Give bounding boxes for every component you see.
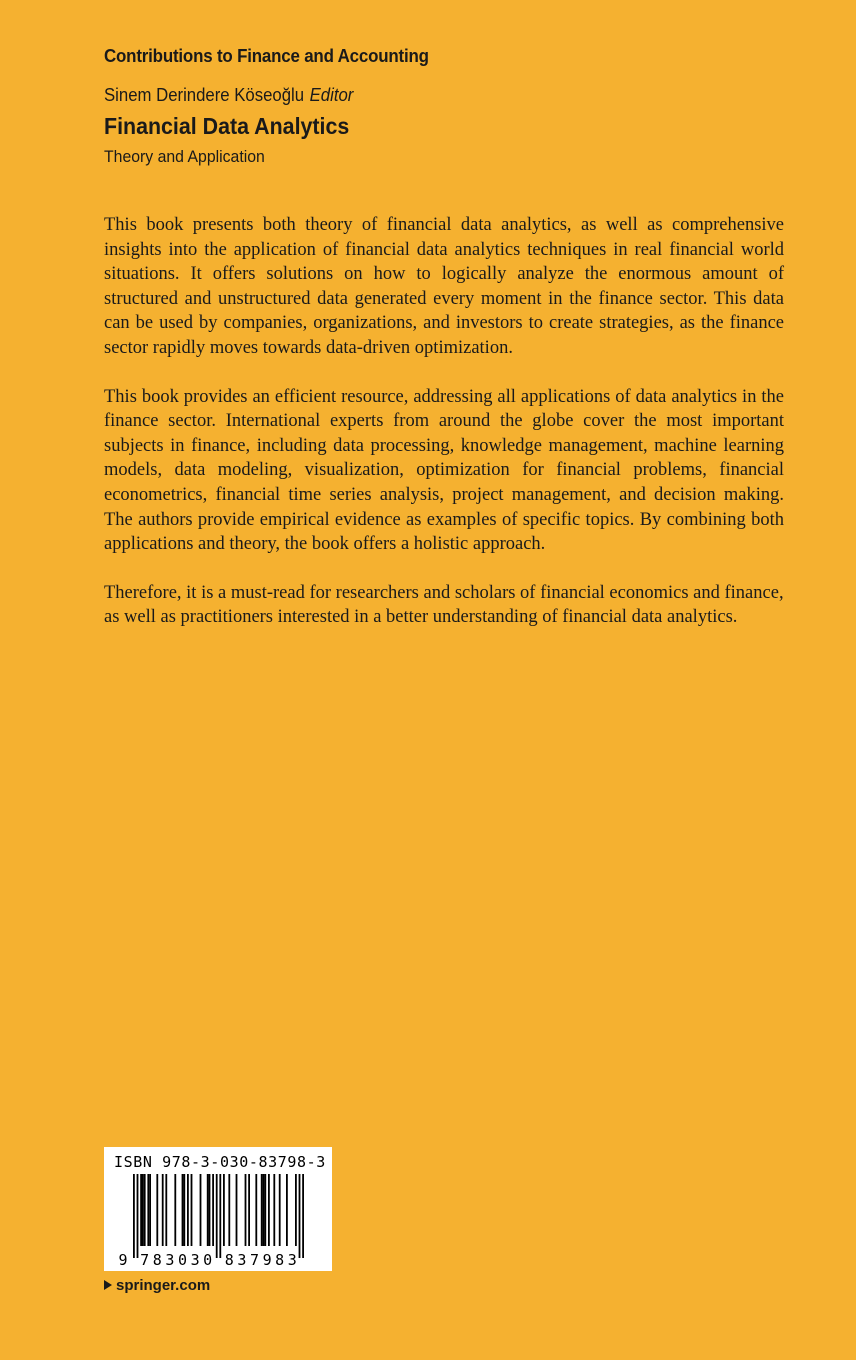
triangle-right-icon bbox=[104, 1280, 112, 1290]
barcode-digit: 8 bbox=[275, 1251, 285, 1269]
book-title: Financial Data Analytics bbox=[104, 113, 350, 139]
isbn-label: ISBN 978-3-030-83798-3 bbox=[114, 1153, 326, 1171]
barcode-digit: 8 bbox=[152, 1251, 162, 1269]
springer-website-link[interactable] bbox=[104, 1277, 210, 1294]
book-subtitle: Theory and Application bbox=[104, 147, 265, 166]
barcode-digit: 3 bbox=[190, 1251, 200, 1269]
barcode-digit: 8 bbox=[224, 1251, 234, 1269]
book-description bbox=[104, 213, 784, 654]
barcode-digit: 3 bbox=[165, 1251, 175, 1269]
series-title: Contributions to Finance and Accounting bbox=[104, 46, 429, 66]
barcode-digits bbox=[104, 1147, 332, 1271]
barcode-digit: 7 bbox=[140, 1251, 150, 1269]
editor-line bbox=[104, 85, 353, 106]
editor-role: Editor bbox=[309, 85, 354, 105]
editor-name: Sinem Derindere Köseoğlu bbox=[104, 85, 305, 105]
isbn-barcode bbox=[104, 1147, 332, 1271]
barcode-digit: 3 bbox=[237, 1251, 247, 1269]
description-paragraph-2: This book provides an efficient resource, addressing all applications of data analytics in the finance sector. International experts from around the globe cover the most important subjects in finance, including data processing, knowledge management, machine learning models, data modeling, visualization, optimization for financial problems, financial econometrics, financial time series analysis, project management, and decision making. The authors provide empirical evidence as examples of specific topics. By combining both applications and theory, the book offers a holistic approach. bbox=[104, 386, 784, 555]
barcode-digit: 0 bbox=[203, 1251, 213, 1269]
barcode-digit: 3 bbox=[287, 1251, 297, 1269]
barcode-digit-lead: 9 bbox=[118, 1251, 128, 1269]
barcode-digit: 9 bbox=[262, 1251, 272, 1269]
website-label: springer.com bbox=[116, 1277, 211, 1294]
barcode-digit: 0 bbox=[177, 1251, 188, 1269]
description-paragraph-1: This book presents both theory of financial data analytics, as well as comprehensive insights into the application of financial data analytics techniques in real financial world situations. It offers solutions on how to logically analyze the enormous amount of structured and unstructured data generated every moment in the finance sector. This data can be used by companies, organizations, and investors to create strategies, as the finance sector rapidly moves towards data-driven optimization. bbox=[104, 215, 784, 358]
barcode-digit: 7 bbox=[249, 1251, 260, 1269]
description-paragraph-3: Therefore, it is a must-read for researchers and scholars of financial economics and finance, as well as practitioners interested in a better understanding of financial data analytics. bbox=[104, 582, 784, 628]
